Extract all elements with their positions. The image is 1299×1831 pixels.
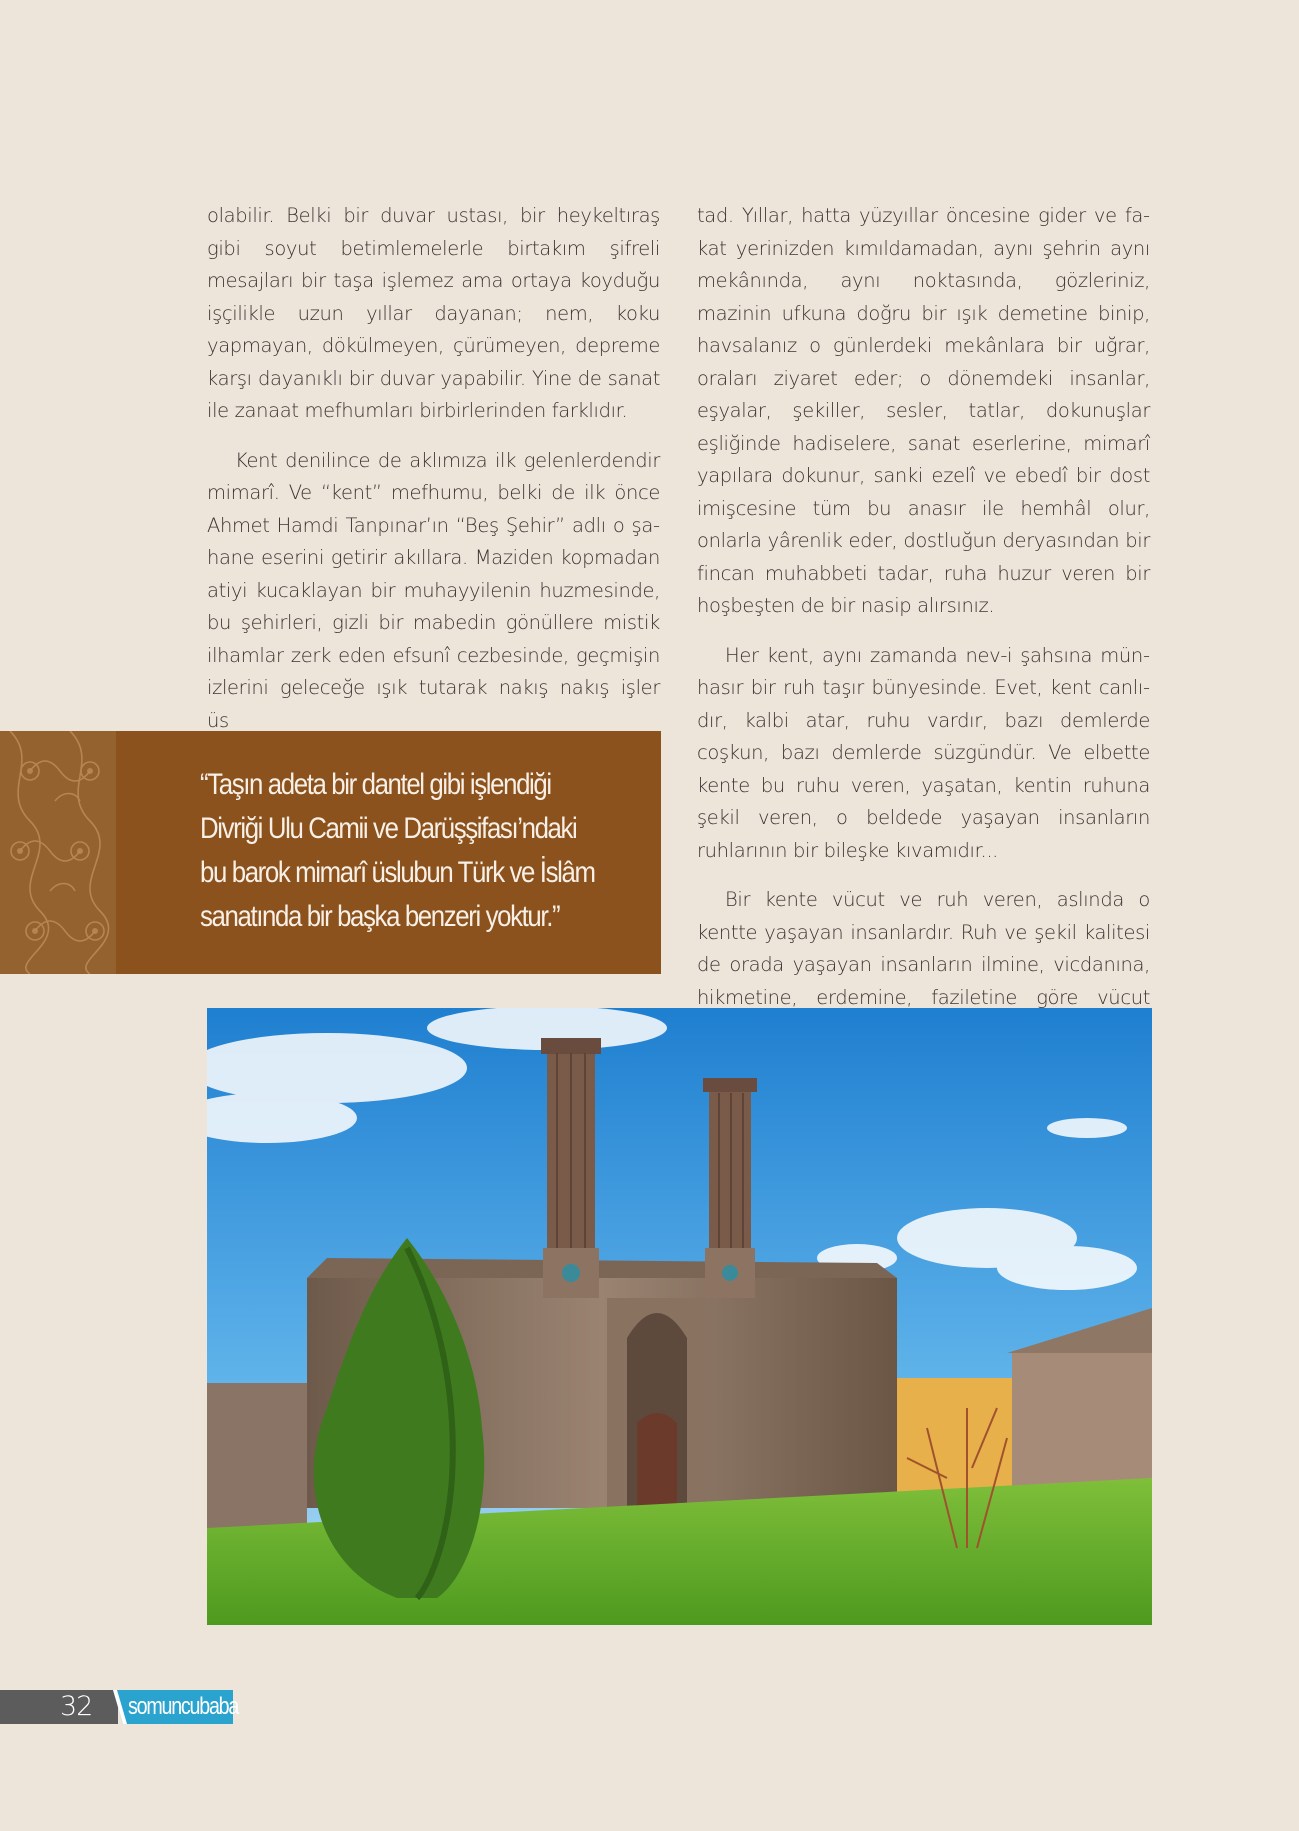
article-right-column — [697, 200, 1150, 1064]
page-number: 32 — [60, 1691, 93, 1722]
mosque-photo — [207, 1008, 1152, 1625]
paragraph: Bir kente vücut ve ruh veren, aslında o kentte yaşayan insanlardır. Ruh ve şekil kalitesi de orada yaşayan insanların ilmine, vicdanına, hikmetine, erdemine, faziletine göre vücut — [697, 888, 1150, 1009]
floral-pattern-icon — [0, 731, 116, 974]
paragraph: olabilir. Belki bir duvar ustası, bir heykeltıraş gibi soyut betimlemelerle birtakım şifreli mesajları bir taşa işlemez ama ortaya koyduğu işçilikle uzun yıllar dayanan; nem, koku yapmayan, dökülmeyen, çürümeyen, depreme karşı dayanıklı bir duvar yapabilir. Yine de sanat ile zanaat mefhumları birbirlerinden farklıdır. — [207, 204, 660, 422]
quote-line: bu barok mimarî üslubun Türk ve İslâm — [200, 856, 595, 889]
footer-bar — [0, 1690, 118, 1724]
quote-line: sanatında bir başka benzeri yoktur.” — [200, 900, 560, 933]
article-left-column — [207, 200, 660, 754]
quote-line: Divriği Ulu Camii ve Darüşşifası’ndaki — [200, 812, 577, 845]
paragraph: tad. Yıllar, hatta yüzyıllar öncesine gider ve fakat yerinizden kımıldamadan, aynı şehrin aynı mekânında, aynı noktasında, gözleriniz, mazinin ufkuna doğru bir ışık demetine binip, havsalanız o günlerdeki mekânlara bir uğrar, oraları ziyaret eder; o dönemdeki insanlar, eşyalar, şekiller, sesler, tatlar, dokunuşlar eşliğinde hadiselere, sanat eserlerine, mimarî yapılara dokunur, sanki ezelî ve ebedî bir dost imişcesine tüm bu anasır ile hemhâl olur, onlarla yârenlik eder, dostluğun deryasından bir fincan muhabbeti tadar, ruha huzur veren bir hoşbeşten de bir nasip alırsınız. — [697, 204, 1150, 617]
pull-quote-text — [200, 763, 595, 939]
paragraph: Her kent, aynı zamanda nev-i şahsına münhasır bir ruh taşır bünyesinde. Evet, kent canlıdır, kalbi atar, ruhu vardır, bazı demlerde coşkun, bazı demlerde süzgündür. Ve elbette kente bu ruhu veren, yaşatan, kentin ruhuna şekil veren, o beldede yaşayan insanların ruhlarının bir bileşke kıvamıdır... — [697, 643, 1150, 862]
brand-name: somuncubaba — [128, 1693, 239, 1720]
pull-quote-box — [0, 731, 661, 974]
paragraph: Kent denilince de aklımıza ilk gelenlerdendir mimarî. Ve “kent” mefhumu, belki de ilk önce Ahmet Hamdi Tanpınar’ın “Beş Şehir” adlı o şahane eserini getirir akıllara. Maziden kopmadan atiyi kucaklayan bir muhayyilenin huzmesinde, bu şehirleri, gizli bir mabedin gönüllere mistik ilhamlar zerk eden efsunî cezbesinde, geçmişin izlerini geleceğe ışık tutarak nakış nakış işler üs — [207, 448, 660, 732]
quote-line: “Taşın adeta bir dantel gibi işlendiği — [200, 768, 551, 801]
